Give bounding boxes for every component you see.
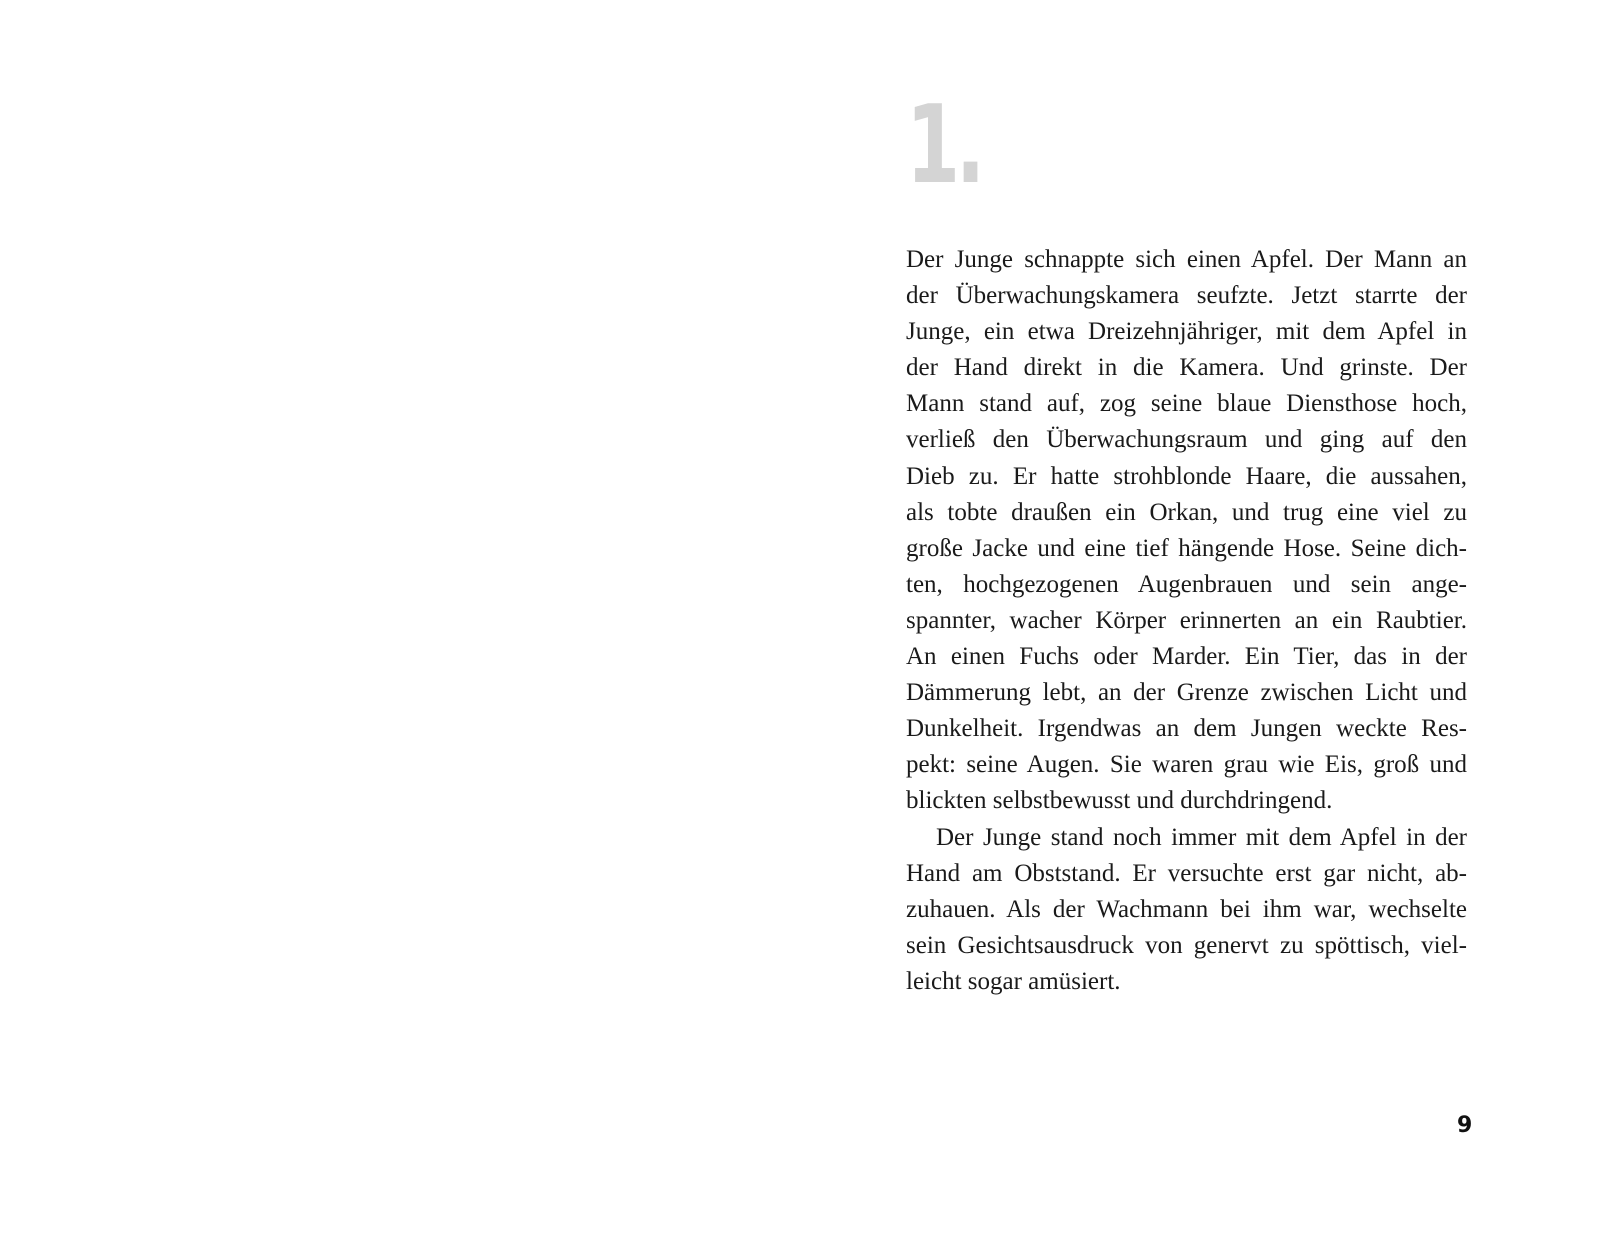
text-line: Junge, ein etwa Dreizehnjähriger, mit dem Apfel in xyxy=(906,318,1467,346)
page-number: 9 xyxy=(1457,1113,1473,1138)
text-line: zuhauen. Als der Wachmann bei ihm war, wechselte xyxy=(906,895,1467,923)
text-line: der Hand direkt in die Kamera. Und grinste. Der xyxy=(906,354,1467,382)
text-line: An einen Fuchs oder Marder. Ein Tier, das in der xyxy=(906,643,1467,671)
text-line: Mann stand auf, zog seine blaue Diensthose hoch, xyxy=(906,390,1467,418)
text-line: Dämmerung lebt, an der Grenze zwischen Licht und xyxy=(906,679,1467,707)
paragraph-2 xyxy=(906,820,1467,1000)
text-line: ten, hochgezogenen Augenbrauen und sein ange- xyxy=(906,570,1467,598)
paragraph-1 xyxy=(906,242,1467,820)
text-line: große Jacke und eine tief hängende Hose. Seine dich- xyxy=(906,534,1467,562)
text-line: der Überwachungskamera seufzte. Jetzt starrte der xyxy=(906,282,1467,310)
text-line: Der Junge stand noch immer mit dem Apfel in der xyxy=(936,823,1467,851)
right-page xyxy=(800,0,1600,1247)
text-line: spannter, wacher Körper erinnerten an ein Raubtier. xyxy=(906,606,1467,634)
body-text xyxy=(906,242,1467,1000)
text-line: Dieb zu. Er hatte strohblonde Haare, die aussahen, xyxy=(906,462,1467,490)
text-line: Der Junge schnappte sich einen Apfel. Der Mann an xyxy=(906,246,1467,273)
text-line: Dunkelheit. Irgendwas an dem Jungen weckte Res- xyxy=(906,715,1467,743)
text-line: leicht sogar amüsiert. xyxy=(906,967,1121,995)
text-line: pekt: seine Augen. Sie waren grau wie Eis, groß und xyxy=(906,751,1467,779)
text-line: blickten selbstbewusst und durchdringend. xyxy=(906,787,1333,815)
chapter-number: 1. xyxy=(906,83,982,208)
text-line: Hand am Obststand. Er versuchte erst gar nicht, ab- xyxy=(906,859,1467,887)
text-line: als tobte draußen ein Orkan, und trug eine viel zu xyxy=(906,498,1467,526)
text-line: verließ den Überwachungsraum und ging auf den xyxy=(906,426,1467,454)
text-line: sein Gesichtsausdruck von genervt zu spöttisch, viel- xyxy=(906,931,1467,959)
